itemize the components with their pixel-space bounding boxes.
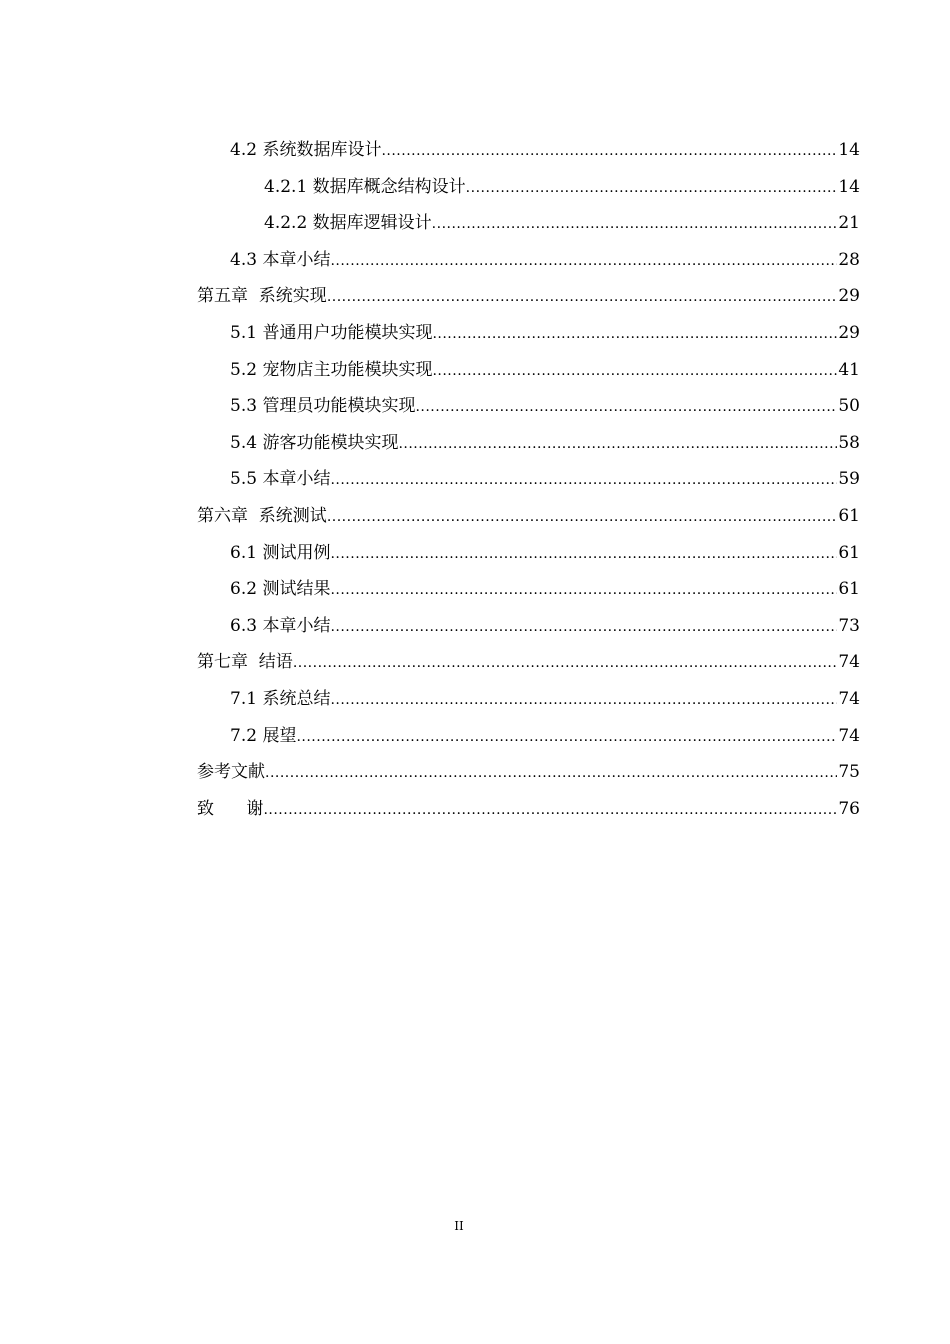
toc-entry-page: 41 — [838, 359, 860, 380]
toc-entry-page: 74 — [838, 688, 860, 709]
toc-entry-page: 50 — [838, 396, 860, 417]
toc-entry[interactable] — [197, 644, 860, 681]
toc-entry-title: 4.3 本章小结 — [230, 249, 331, 270]
toc-entry-page: 75 — [838, 762, 860, 783]
toc-entry-title: 致 谢 — [197, 798, 264, 819]
toc-entry-title: 第七章 结语 — [197, 652, 293, 673]
toc-dot-leader — [296, 719, 837, 756]
toc-entry-page: 28 — [838, 249, 860, 270]
toc-entry-page: 29 — [838, 322, 860, 343]
toc-entry-title: 7.1 系统总结 — [230, 688, 331, 709]
toc-entry-page: 21 — [838, 213, 860, 234]
toc-entry[interactable] — [197, 278, 860, 315]
toc-entry[interactable] — [197, 242, 860, 279]
toc-dot-leader — [432, 353, 837, 390]
toc-dot-leader — [415, 389, 837, 426]
toc-entry-page: 58 — [838, 432, 860, 453]
toc-entry[interactable] — [197, 461, 860, 498]
toc-dot-leader — [330, 609, 837, 646]
toc-entry-page: 74 — [838, 652, 860, 673]
toc-entry-page: 14 — [838, 140, 860, 160]
toc-dot-leader — [327, 499, 838, 536]
toc-entry-page: 73 — [838, 615, 860, 636]
toc-entry-title: 5.5 本章小结 — [230, 469, 331, 490]
toc-entry-page: 61 — [838, 579, 860, 600]
toc-entry[interactable] — [197, 791, 860, 828]
page-number: II — [454, 1219, 464, 1233]
toc-entry-page: 61 — [838, 505, 860, 526]
toc-dot-leader — [381, 133, 837, 170]
toc-entry-page: 59 — [838, 469, 860, 490]
toc-dot-leader — [293, 645, 838, 682]
toc-entry[interactable] — [197, 754, 860, 791]
toc-dot-leader — [398, 426, 837, 463]
toc-entry-title: 4.2.1 数据库概念结构设计 — [264, 176, 466, 197]
toc-entry-title: 参考文献 — [197, 762, 265, 783]
toc-entry-title: 6.3 本章小结 — [230, 615, 331, 636]
toc-dot-leader — [432, 316, 837, 353]
toc-dot-leader — [327, 279, 838, 316]
toc-entry[interactable] — [197, 498, 860, 535]
toc-entry[interactable] — [197, 205, 860, 242]
toc-entry[interactable] — [197, 608, 860, 645]
toc-dot-leader — [432, 206, 838, 243]
toc-entry-title: 5.2 宠物店主功能模块实现 — [230, 359, 433, 380]
toc-entry-title: 6.1 测试用例 — [230, 542, 331, 563]
toc-entry-page: 29 — [838, 286, 860, 307]
toc-entry-title: 6.2 测试结果 — [230, 579, 331, 600]
toc-entry-title: 5.1 普通用户功能模块实现 — [230, 322, 433, 343]
toc-entry[interactable] — [197, 388, 860, 425]
toc-entry-title: 7.2 展望 — [230, 725, 297, 746]
toc-dot-leader — [330, 682, 837, 719]
toc-entry-title: 第五章 系统实现 — [197, 286, 327, 307]
toc-entry[interactable] — [197, 535, 860, 572]
toc-entry-page: 61 — [838, 542, 860, 563]
toc-entry[interactable] — [197, 169, 860, 206]
toc-entry[interactable] — [197, 425, 860, 462]
toc-entry-title: 4.2 系统数据库设计 — [230, 140, 382, 160]
toc-entry[interactable] — [197, 571, 860, 608]
toc-dot-leader — [330, 243, 837, 280]
toc-entry-page: 14 — [838, 176, 860, 197]
toc-entry[interactable] — [197, 132, 860, 169]
toc-entry[interactable] — [197, 681, 860, 718]
toc-dot-leader — [330, 462, 837, 499]
toc-dot-leader — [330, 536, 837, 573]
toc-dot-leader — [265, 755, 837, 792]
toc-entry-title: 5.4 游客功能模块实现 — [230, 432, 399, 453]
toc-entry-page: 76 — [838, 798, 860, 819]
toc-dot-leader — [466, 170, 838, 207]
toc-entry[interactable] — [197, 718, 860, 755]
toc-entry-title: 第六章 系统测试 — [197, 505, 327, 526]
toc-entry[interactable] — [197, 315, 860, 352]
toc-entry-title: 5.3 管理员功能模块实现 — [230, 396, 416, 417]
toc-dot-leader — [330, 572, 837, 609]
toc-entry[interactable] — [197, 352, 860, 389]
toc-dot-leader — [263, 792, 837, 829]
toc-entry-title: 4.2.2 数据库逻辑设计 — [264, 213, 432, 234]
toc-entry-page: 74 — [838, 725, 860, 746]
table-of-contents — [197, 132, 860, 827]
